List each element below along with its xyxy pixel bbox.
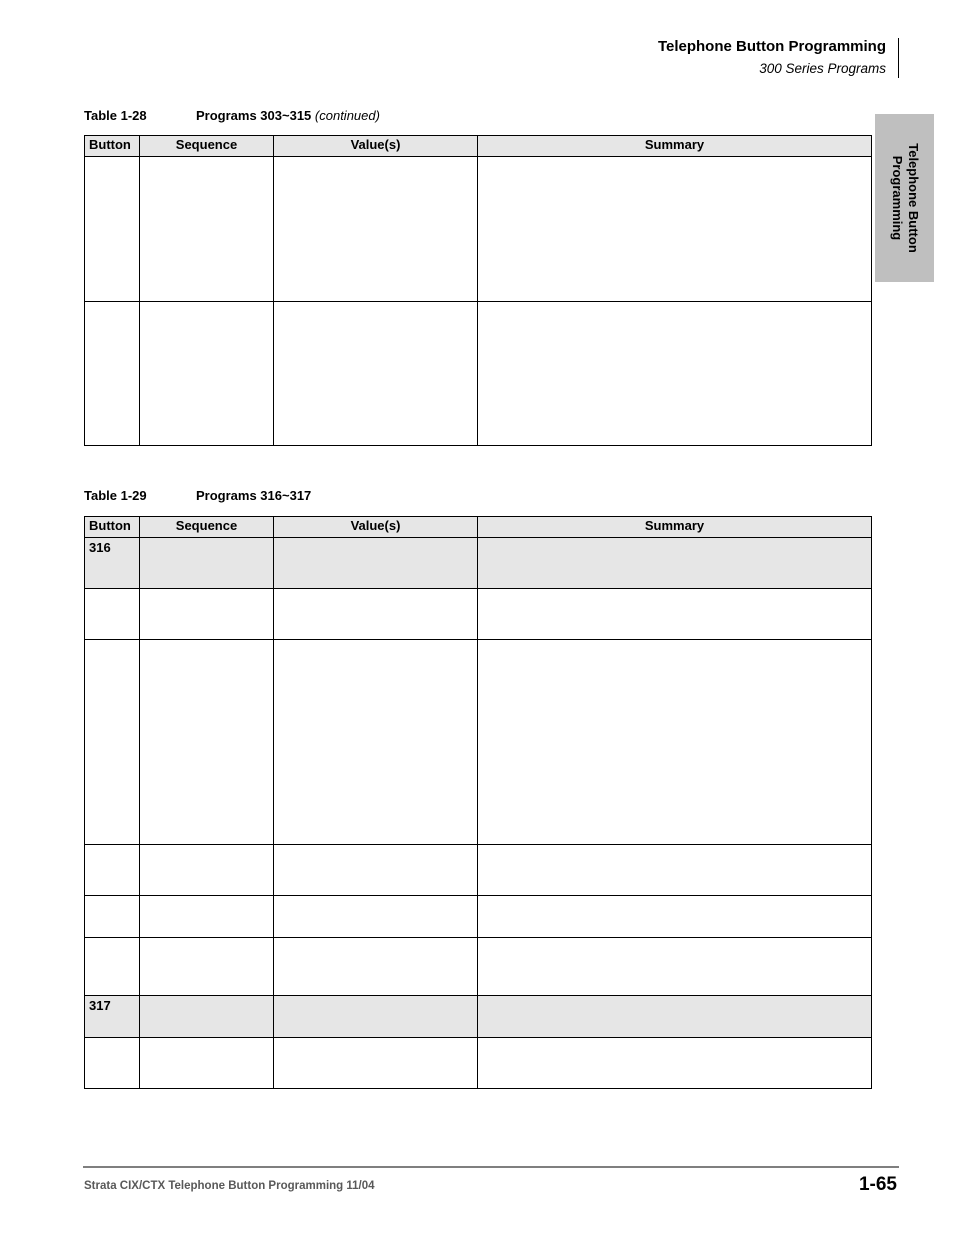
table-1-caption <box>84 108 380 123</box>
table-row <box>85 1038 872 1089</box>
col-button-header: Button <box>85 517 140 538</box>
side-tab-line-1: Telephone Button <box>905 143 921 253</box>
col-summary-header: Summary <box>478 517 872 538</box>
table-1-title: Programs 303~315 <box>196 108 312 123</box>
footer-rule <box>83 1166 899 1168</box>
col-summary-header: Summary <box>478 136 872 157</box>
header-subtitle: 300 Series Programs <box>759 61 886 76</box>
table-1-number: Table 1-28 <box>84 108 147 123</box>
table-2-header-row <box>85 517 872 538</box>
table-row-316 <box>85 538 872 589</box>
page-number: 1-65 <box>858 1174 897 1195</box>
header-divider <box>898 38 899 78</box>
col-values-header: Value(s) <box>274 136 478 157</box>
table-2-number: Table 1-29 <box>84 488 147 503</box>
page-header <box>658 38 886 79</box>
table-1-header-row <box>85 136 872 157</box>
col-values-header: Value(s) <box>274 517 478 538</box>
button-cell: 316 <box>85 538 140 589</box>
table-row <box>85 938 872 996</box>
table-2 <box>84 516 872 1089</box>
table-1 <box>84 135 872 446</box>
table-2-title: Programs 316~317 <box>196 488 312 503</box>
table-row <box>85 589 872 640</box>
table-1-continued: (continued) <box>314 108 380 123</box>
table-2-caption <box>84 488 311 503</box>
table-row <box>85 640 872 845</box>
section-side-tab <box>875 114 934 282</box>
col-sequence-header: Sequence <box>140 517 274 538</box>
button-cell: 317 <box>85 996 140 1038</box>
side-tab-label <box>889 143 921 253</box>
side-tab-line-2: Programming <box>889 155 905 241</box>
table-row <box>85 896 872 938</box>
col-sequence-header: Sequence <box>140 136 274 157</box>
header-title: Telephone Button Programming <box>657 38 886 55</box>
table-row-317 <box>85 996 872 1038</box>
table-row <box>85 302 872 446</box>
col-button-header: Button <box>85 136 140 157</box>
table-row <box>85 157 872 302</box>
table-row <box>85 845 872 896</box>
footer-text: Strata CIX/CTX Telephone Button Programming 11/04 <box>84 1180 375 1192</box>
